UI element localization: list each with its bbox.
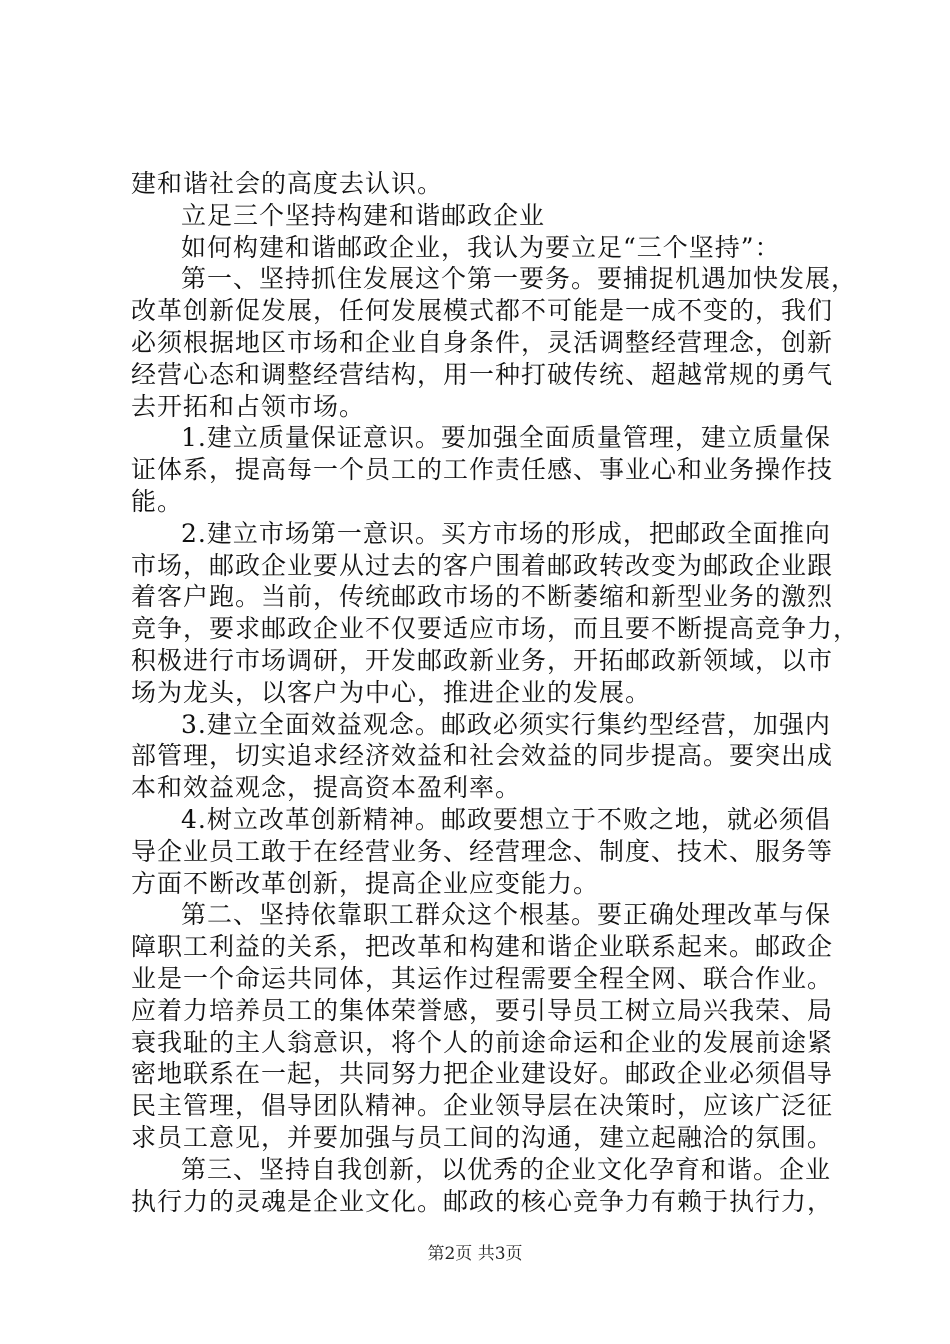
text-line: 2.建立市场第一意识。买方市场的形成，把邮政全面推向 (181, 518, 831, 548)
text-line: 1.建立质量保证意识。要加强全面质量管理，建立质量保 (181, 423, 831, 453)
text-line: 第一、坚持抓住发展这个第一要务。要捕捉机遇加快发展， (181, 264, 858, 294)
text-line: 如何构建和谐邮政企业，我认为要立足“三个坚持”： (181, 232, 781, 262)
text-line: 经营心态和调整经营结构，用一种打破传统、超越常规的勇气 (131, 359, 834, 389)
document-body (131, 168, 860, 1217)
text-line: 市场，邮政企业要从过去的客户围着邮政转改变为邮政企业跟 (131, 550, 834, 580)
text-line: 改革创新促发展，任何发展模式都不可能是一成不变的，我们 (131, 296, 834, 326)
text-line: 证体系，提高每一个员工的工作责任感、事业心和业务操作技 (131, 455, 834, 485)
text-line: 导企业员工敢于在经营业务、经营理念、制度、技术、服务等 (131, 836, 834, 866)
text-line: 竞争，要求邮政企业不仅要适应市场，而且要不断提高竞争力， (131, 614, 860, 644)
text-line: 应着力培养员工的集体荣誉感，要引导员工树立局兴我荣、局 (131, 995, 834, 1025)
text-line: 衰我耻的主人翁意识，将个人的前途命运和企业的发展前途紧 (131, 1027, 834, 1057)
text-line: 业是一个命运共同体，其运作过程需要全程全网、联合作业。 (131, 963, 834, 993)
text-line: 第二、坚持依靠职工群众这个根基。要正确处理改革与保 (181, 900, 832, 930)
text-line: 部管理，切实追求经济效益和社会效益的同步提高。要突出成 (131, 741, 834, 771)
text-line: 必须根据地区市场和企业自身条件，灵活调整经营理念，创新 (131, 327, 834, 357)
text-line: 去开拓和占领市场。 (131, 391, 366, 421)
text-line: 本和效益观念，提高资本盈利率。 (131, 773, 522, 803)
text-line: 着客户跑。当前，传统邮政市场的不断萎缩和新型业务的激烈 (131, 582, 834, 612)
text-line: 方面不断改革创新，提高企业应变能力。 (131, 868, 600, 898)
text-line: 4.树立改革创新精神。邮政要想立于不败之地，就必须倡 (181, 804, 831, 834)
page-footer: 第2页 共3页 (427, 1244, 523, 1264)
text-line: 第三、坚持自我创新，以优秀的企业文化孕育和谐。企业 (181, 1154, 832, 1184)
text-line: 积极进行市场调研，开发邮政新业务，开拓邮政新领域，以市 (131, 645, 834, 675)
text-line: 3.建立全面效益观念。邮政必须实行集约型经营，加强内 (181, 709, 831, 739)
text-line: 建和谐社会的高度去认识。 (131, 169, 444, 198)
text-line: 障职工利益的关系，把改革和构建和谐企业联系起来。邮政企 (131, 932, 834, 962)
text-line: 能。 (131, 486, 184, 516)
text-line: 民主管理，倡导团队精神。企业领导层在决策时，应该广泛征 (131, 1091, 834, 1121)
text-line: 场为龙头，以客户为中心，推进企业的发展。 (131, 677, 652, 707)
text-line: 执行力的灵魂是企业文化。邮政的核心竞争力有赖于执行力， (131, 1186, 834, 1216)
text-line: 密地联系在一起，共同努力把企业建设好。邮政企业必须倡导 (131, 1059, 834, 1089)
text-line: 求员工意见，并要加强与员工间的沟通，建立起融洽的氛围。 (131, 1122, 834, 1152)
text-line: 立足三个坚持构建和谐邮政企业 (181, 200, 546, 230)
